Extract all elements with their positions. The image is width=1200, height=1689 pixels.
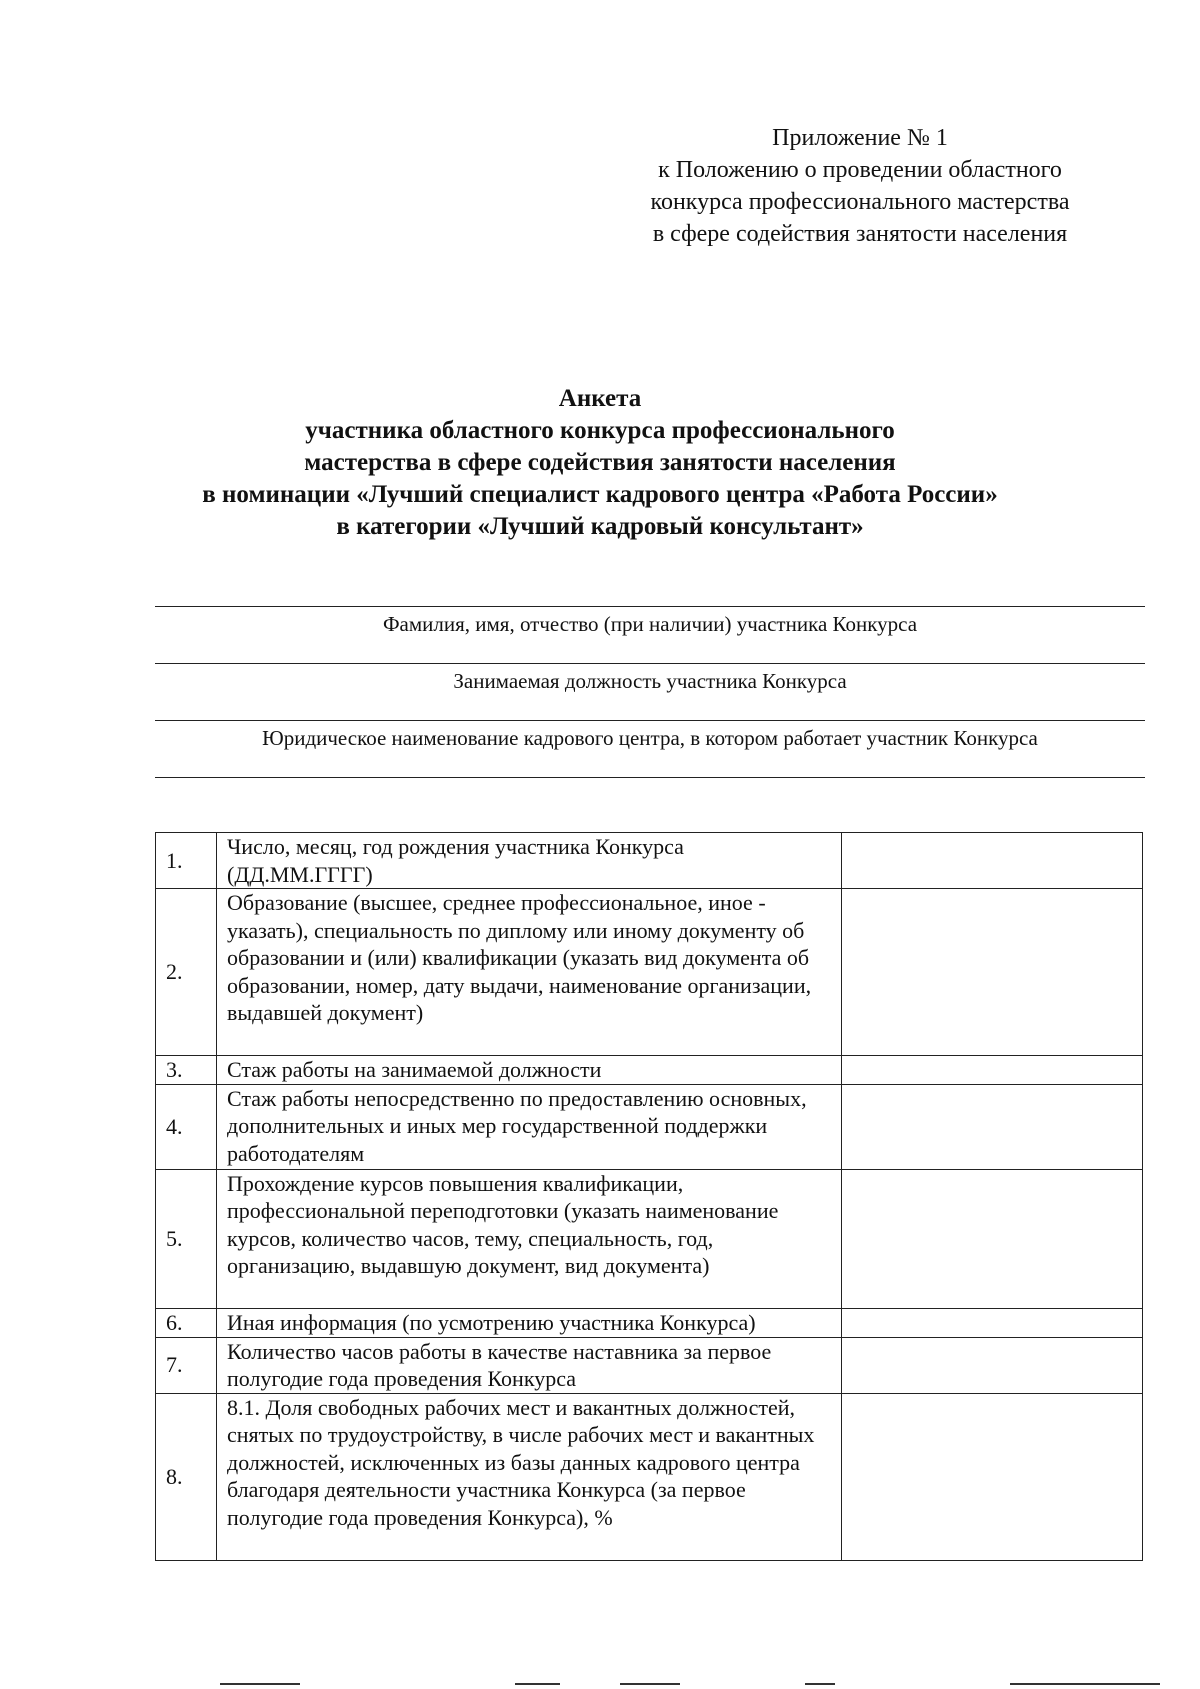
row-answer-cell[interactable] xyxy=(842,1393,1143,1560)
questionnaire-table xyxy=(155,832,1143,1561)
row-number: 4. xyxy=(156,1084,217,1169)
row-question: Образование (высшее, среднее профессиональное, иное - указать), специальность по диплому или иному документу об образовании и (или) квалификации (указать вид документа об образовании, номер, дату выдачи, наименование организации, выдавшей документ) xyxy=(217,889,842,1056)
row-number: 6. xyxy=(156,1308,217,1337)
row-question: Стаж работы непосредственно по предоставлению основных, дополнительных и иных мер государственной поддержки работодателям xyxy=(217,1084,842,1169)
row-number: 8. xyxy=(156,1393,217,1560)
row-question: Иная информация (по усмотрению участника Конкурса) xyxy=(217,1308,842,1337)
table-row xyxy=(156,1056,1143,1085)
row-number: 7. xyxy=(156,1337,217,1393)
participant-position-field[interactable] xyxy=(155,663,1145,720)
hr-center-name-caption: Юридическое наименование кадрового центра, в котором работает участник Конкурса xyxy=(262,726,1038,750)
table-row xyxy=(156,1393,1143,1560)
title-line: в категории «Лучший кадровый консультант» xyxy=(336,513,864,540)
appendix-line: к Положению о проведении областного xyxy=(658,157,1062,183)
row-number: 3. xyxy=(156,1056,217,1085)
edge-mark xyxy=(805,1683,835,1685)
participant-name-caption: Фамилия, имя, отчество (при наличии) участника Конкурса xyxy=(382,612,918,636)
row-question: 8.1. Доля свободных рабочих мест и вакантных должностей, снятых по трудоустройству, в числе рабочих мест и вакантных должностей, исключенных из базы данных кадрового центра благодаря деятельности участника Конкурса (за первое полугодие года проведения Конкурса), % xyxy=(217,1393,842,1560)
edge-mark xyxy=(515,1683,560,1685)
row-number: 5. xyxy=(156,1169,217,1308)
row-question: Стаж работы на занимаемой должности xyxy=(217,1056,842,1085)
document-title xyxy=(120,383,1080,543)
row-question: Количество часов работы в качестве наставника за первое полугодие года проведения Конкурса xyxy=(217,1337,842,1393)
edge-mark xyxy=(620,1683,680,1685)
participant-position-caption: Занимаемая должность участника Конкурса xyxy=(453,669,847,693)
appendix-header xyxy=(600,122,1120,250)
table-row xyxy=(156,1337,1143,1393)
appendix-line: конкурса профессионального мастерства xyxy=(650,189,1070,215)
appendix-line: Приложение № 1 xyxy=(772,125,948,151)
page-bottom-edge-marks xyxy=(210,1683,1170,1685)
row-answer-cell[interactable] xyxy=(842,889,1143,1056)
hr-center-name-field[interactable] xyxy=(155,720,1145,777)
participant-fields xyxy=(155,606,1145,779)
row-answer-cell[interactable] xyxy=(842,1056,1143,1085)
row-question: Прохождение курсов повышения квалификации, профессиональной переподготовки (указать наименование курсов, количество часов, тему, специальность, год, организацию, выдавшую документ, вид документа) xyxy=(217,1169,842,1308)
row-question: Число, месяц, год рождения участника Конкурса (ДД.ММ.ГГГГ) xyxy=(217,833,842,889)
row-number: 2. xyxy=(156,889,217,1056)
fields-bottom-line xyxy=(155,777,1145,779)
edge-mark xyxy=(1010,1683,1160,1685)
row-number: 1. xyxy=(156,833,217,889)
row-answer-cell[interactable] xyxy=(842,1169,1143,1308)
row-answer-cell[interactable] xyxy=(842,1308,1143,1337)
title-line: участника областного конкурса профессионального xyxy=(305,417,895,444)
title-line: в номинации «Лучший специалист кадрового центра «Работа России» xyxy=(202,481,998,508)
table-row xyxy=(156,833,1143,889)
table-row xyxy=(156,1084,1143,1169)
appendix-line: в сфере содействия занятости населения xyxy=(652,221,1068,247)
row-answer-cell[interactable] xyxy=(842,1337,1143,1393)
table-row xyxy=(156,1308,1143,1337)
row-answer-cell[interactable] xyxy=(842,833,1143,889)
row-answer-cell[interactable] xyxy=(842,1084,1143,1169)
table-row xyxy=(156,889,1143,1056)
edge-mark xyxy=(220,1683,300,1685)
title-line: мастерства в сфере содействия занятости населения xyxy=(304,449,896,476)
title-line: Анкета xyxy=(558,385,642,412)
participant-name-field[interactable] xyxy=(155,606,1145,663)
table-row xyxy=(156,1169,1143,1308)
